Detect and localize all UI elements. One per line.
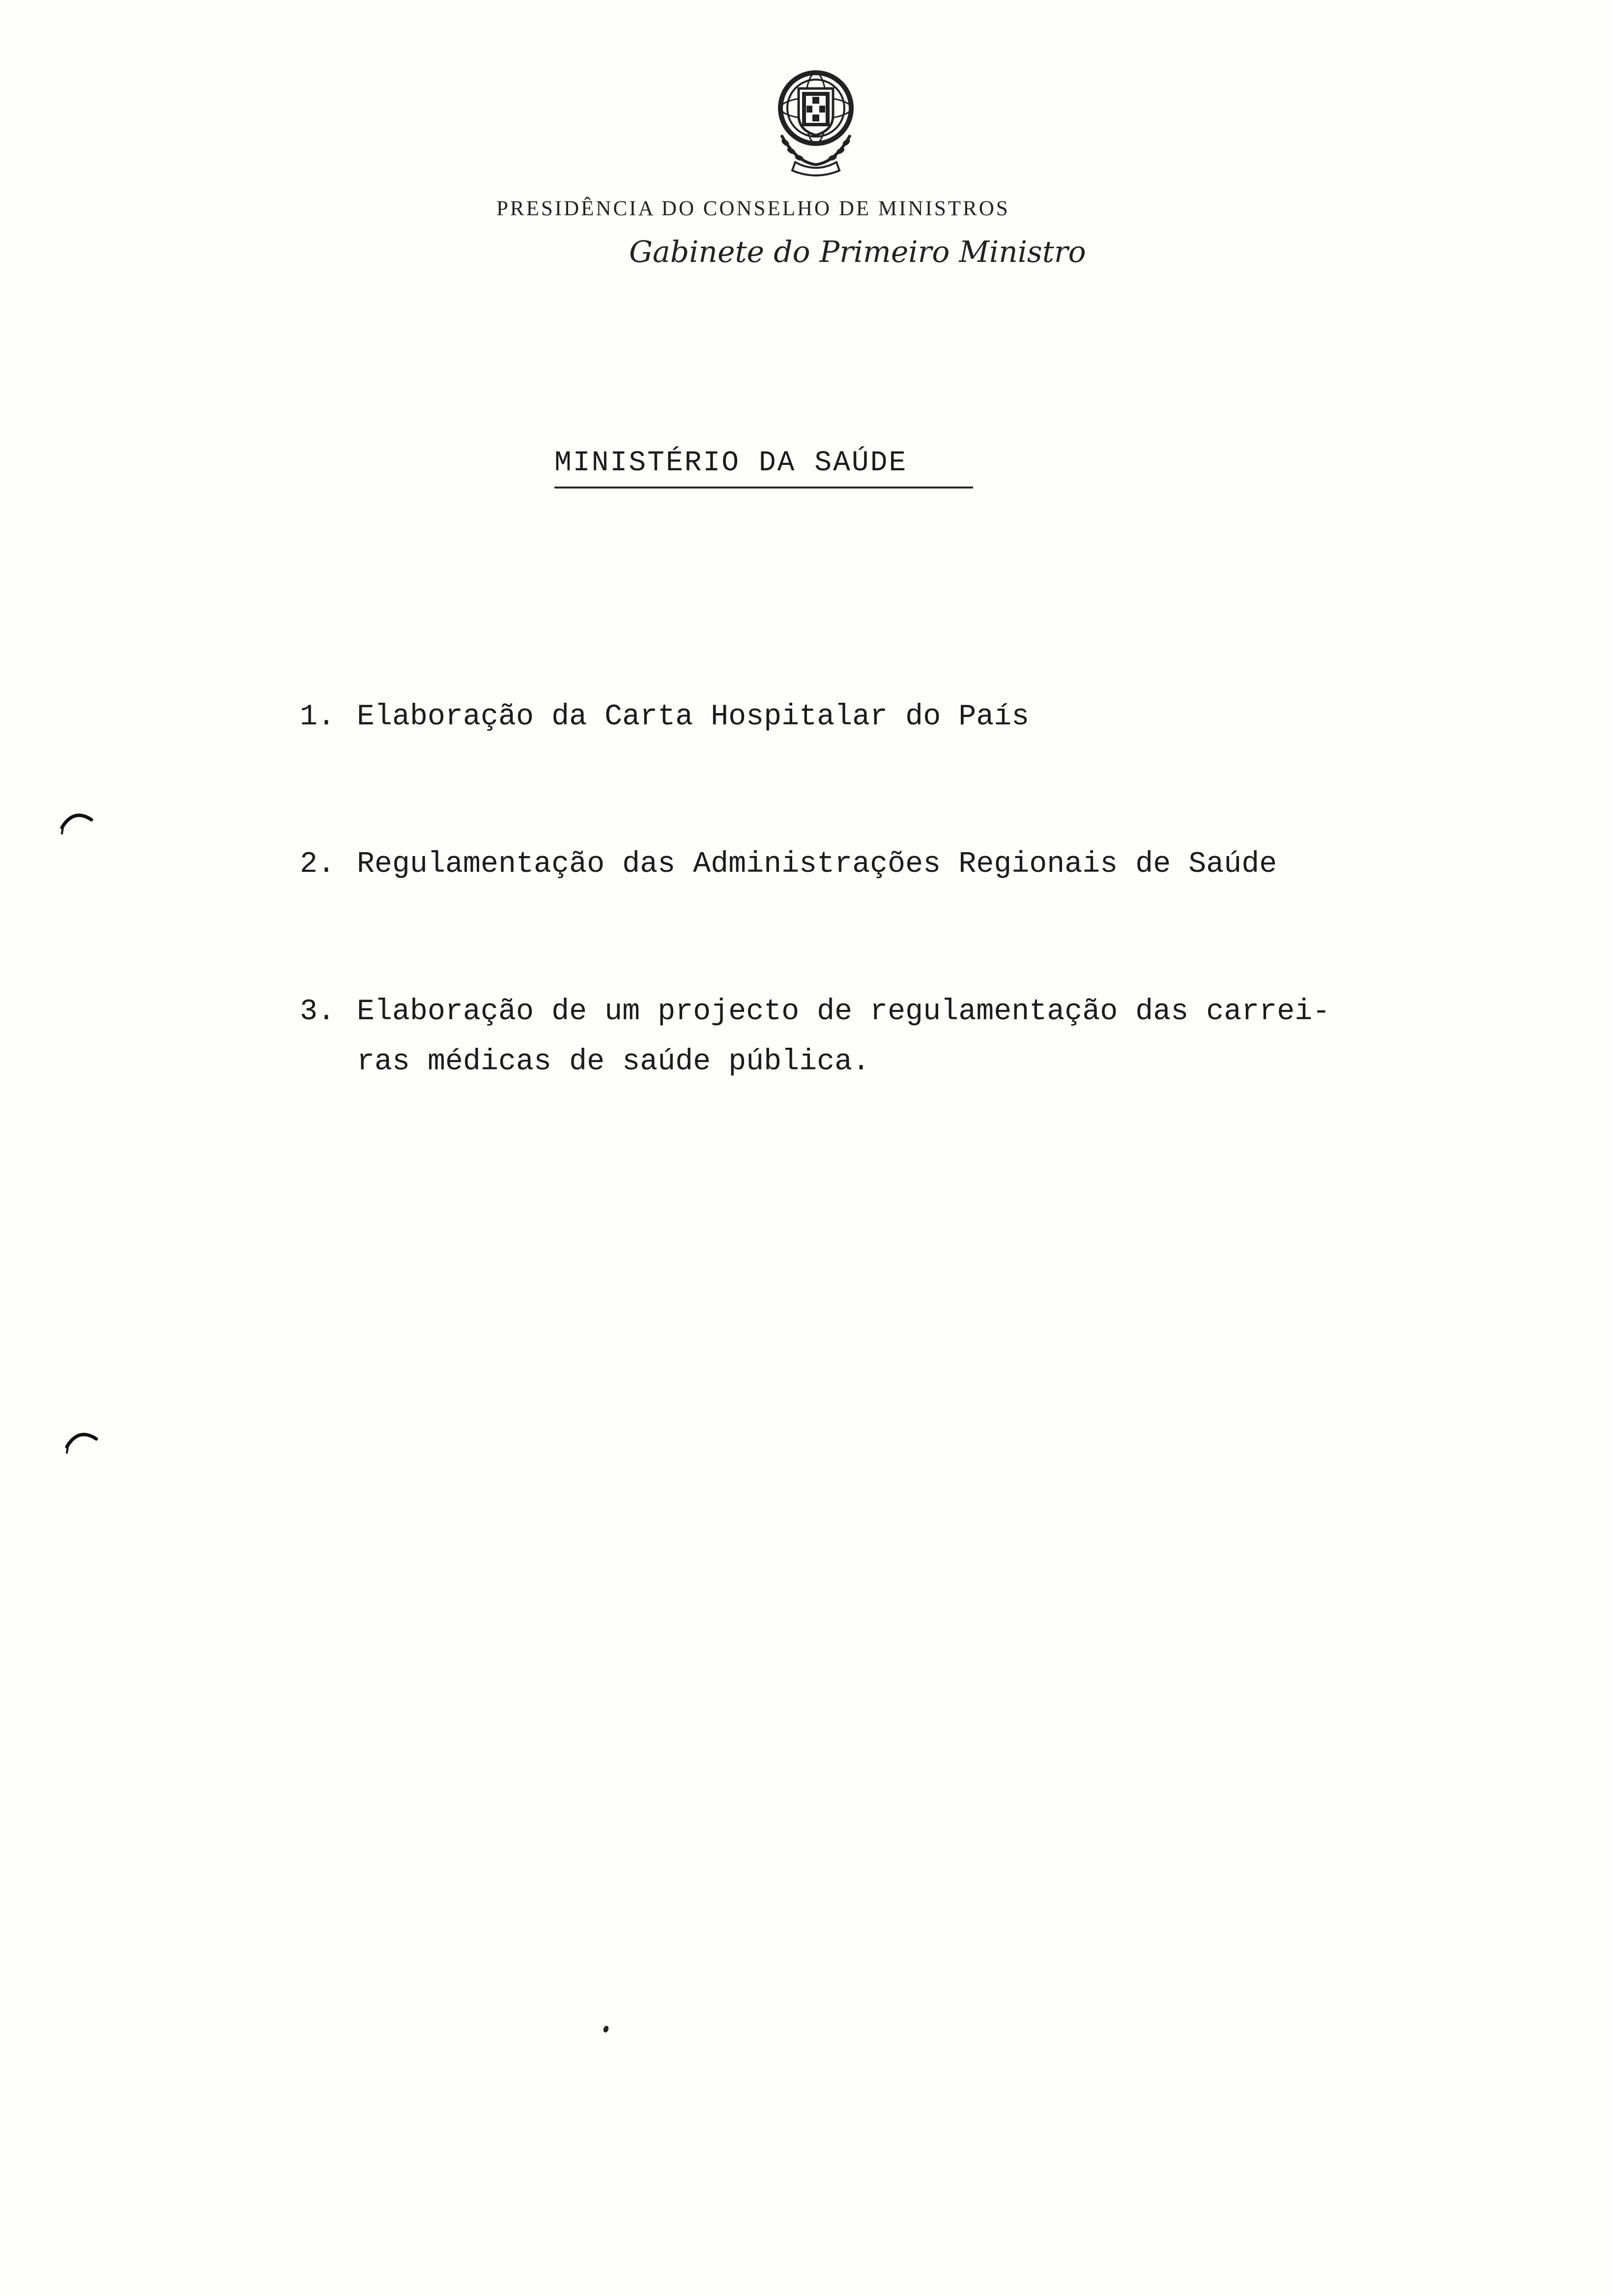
ink-speck — [603, 2025, 609, 2034]
ministry-heading: MINISTÉRIO DA SAÚDE — [554, 447, 908, 479]
punch-hole-mark-icon — [64, 1425, 98, 1455]
item-number: 1. — [300, 700, 336, 734]
portuguese-coat-of-arms-icon — [757, 61, 875, 179]
item-text — [357, 839, 1277, 890]
item-text — [357, 987, 1330, 1087]
item-line: Regulamentação das Administrações Regionais de Saúde — [357, 848, 1277, 881]
item-line: ras médicas de saúde pública. — [357, 1045, 870, 1079]
item-line: Elaboração de um projecto de regulamentação das carrei- — [357, 995, 1330, 1029]
item-number: 2. — [300, 848, 336, 881]
item-number: 3. — [300, 995, 336, 1029]
letterhead-title: PRESIDÊNCIA DO CONSELHO DE MINISTROS — [496, 197, 1010, 220]
punch-hole-mark-icon — [59, 806, 93, 835]
item-line: Elaboração da Carta Hospitalar do País — [357, 700, 1030, 734]
letterhead-subtitle: Gabinete do Primeiro Ministro — [629, 235, 1086, 269]
heading-underline — [554, 487, 973, 488]
item-text — [357, 692, 1029, 742]
